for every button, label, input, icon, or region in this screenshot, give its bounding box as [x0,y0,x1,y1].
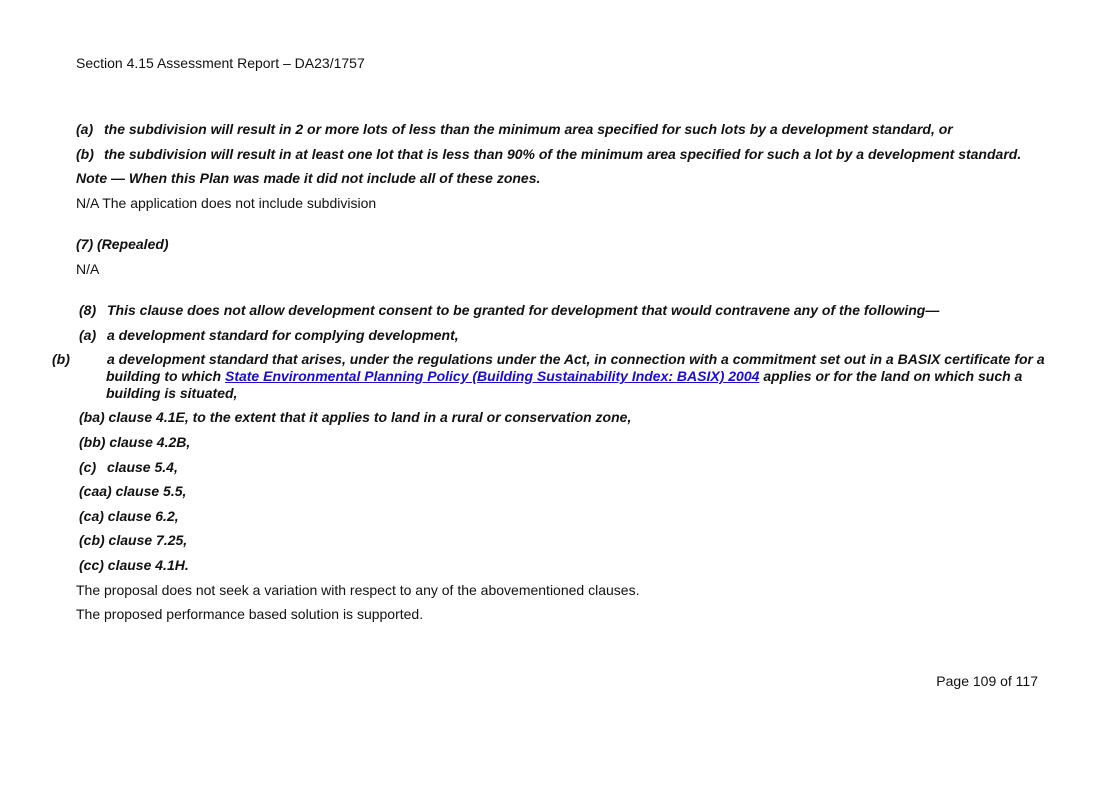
clause-8bb: (bb) clause 4.2B, [79,434,191,450]
clause-7-heading: (7) (Repealed) [76,236,169,252]
clause-8ca: (ca) clause 6.2, [79,508,179,524]
clause-text: the subdivision will result in 2 or more lots of less than the minimum area specified for such lots by a development standard, or [104,121,953,137]
clause-8caa: (caa) clause 5.5, [79,483,187,499]
clause-label: (8) [79,302,97,318]
conclusion-line-2: The proposed performance based solution is supported. [76,606,424,622]
clause-text: a development standard for complying development, [107,327,459,343]
clause-label: (b) [76,146,94,162]
clause-8a [79,327,1044,344]
clause-label: (a) [76,121,94,137]
page-number: Page 109 of 117 [936,673,1038,689]
subdivision-response: N/A The application does not include subdivision [76,195,377,211]
clause-text: applies or for the land on which such a building is situated, [106,368,1023,401]
clause-6b [76,146,1041,163]
clause-label: (a) [79,327,97,343]
zones-note: Note — When this Plan was made it did not include all of these zones. [76,170,541,186]
clause-8ba: (ba) clause 4.1E, to the extent that it applies to land in a rural or conservation zone, [79,409,632,425]
clause-label: (b) [52,351,70,367]
clause-6a [76,121,1041,138]
basix-sepp-link[interactable]: State Environmental Planning Policy (Building Sustainability Index: BASIX) 2004 [224,368,760,384]
clause-8cb: (cb) clause 7.25, [79,532,188,548]
clause-8c [79,459,1044,476]
clause-text: clause 5.4, [107,459,178,475]
clause-8b [52,351,1068,402]
clause-text: a development standard that arises, under the regulations under the Act, in connection with a commitment set out in a BASIX certificate for a building to which [106,351,1045,384]
clause-text: This clause does not allow development consent to be granted for development that would contravene any of the following— [107,302,940,318]
clause-text: the subdivision will result in at least one lot that is less than 90% of the minimum area specified for such a lot by a development standard. [104,146,1022,162]
conclusion-line-1: The proposal does not seek a variation with respect to any of the abovementioned clauses. [76,582,640,598]
clause-7-response: N/A [76,261,100,277]
clause-label: (c) [79,459,97,475]
report-header: Section 4.15 Assessment Report – DA23/1757 [76,55,365,71]
clause-8-intro [79,302,1044,319]
clause-8cc: (cc) clause 4.1H. [79,557,189,573]
